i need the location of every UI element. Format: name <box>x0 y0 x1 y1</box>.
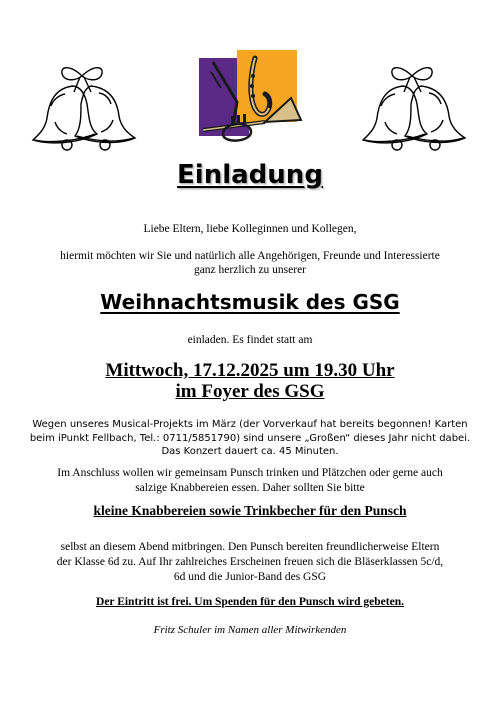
notice <box>0 418 500 459</box>
closing-line: selbst an diesem Abend mitbringen. Den Punsch bereiten freundlicherweise Eltern <box>60 541 440 553</box>
notice-line: Das Konzert dauert ca. 45 Minuten. <box>161 446 339 457</box>
heading: Einladung <box>177 160 323 190</box>
date-line: Mittwoch, 17.12.2025 um 19.30 Uhr <box>105 360 395 381</box>
notice-line: Wegen unseres Musical-Projekts im März (der Vorverkauf hat bereits begonnen! Karten <box>32 419 468 430</box>
bring-items: kleine Knabbereien sowie Trinkbecher für den Punsch <box>93 503 407 518</box>
brass-instruments-icon <box>193 42 305 150</box>
intro-line-1: hiermit möchten wir Sie und natürlich alle Angehörigen, Freunde und Interessierte <box>60 250 440 262</box>
notice-line: beim iPunkt Fellbach, Tel.: 0711/5851790) sind unsere „Großen“ dieses Jahr nicht dabei. <box>29 432 471 444</box>
closing <box>0 540 500 585</box>
closing-line: der Klasse 6d zu. Auf Ihr zahlreiches Erscheinen freuen sich die Bläserklassen 5c/d, <box>56 556 444 568</box>
afterwards <box>0 466 500 496</box>
greeting: Liebe Eltern, liebe Kolleginnen und Kollegen, <box>143 223 357 235</box>
christmas-bells-right-icon <box>355 62 470 157</box>
place-line: im Foyer des GSG <box>175 381 325 402</box>
christmas-bells-left-icon <box>25 62 140 157</box>
entry-note: Der Eintritt ist frei. Um Spenden für den Punsch wird gebeten. <box>96 596 404 608</box>
afterwards-line: Im Anschluss wollen wir gemeinsam Punsch trinken und Plätzchen oder gerne auch <box>57 467 443 479</box>
signature: Fritz Schuler im Namen aller Mitwirkenden <box>153 624 347 636</box>
invite-line: einladen. Es findet statt am <box>187 334 313 346</box>
closing-line: 6d und die Junior-Band des GSG <box>173 571 327 583</box>
intro-line-2: ganz herzlich zu unserer <box>193 264 307 276</box>
afterwards-line: salzige Knabbereien essen. Daher sollten Sie bitte <box>135 482 365 494</box>
event-title: Weihnachtsmusik des GSG <box>100 290 400 314</box>
